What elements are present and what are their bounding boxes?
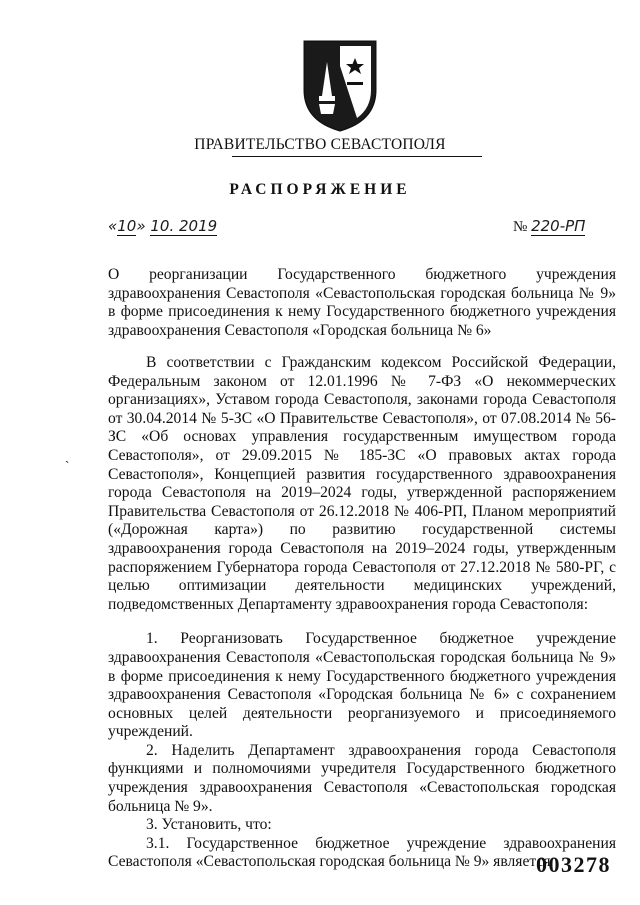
document-subject: О реорганизации Государственного бюджетного учреждения здравоохранения Севастополя «Севастопольская городская больница № 9» в форме присоединения к нему Государственного бюджетного учреждения здравоохранения Севастополя «Городская больница № 6» <box>108 266 616 339</box>
date-open-quote: « <box>108 217 118 235</box>
clause-3-1: 3.1. Государственное бюджетное учреждение здравоохранения Севастополя «Севастопольская городская больница № 9» является <box>108 834 616 871</box>
number-prefix: № <box>513 219 532 235</box>
date-month-year: 10. 2019 <box>150 217 218 235</box>
document-type-heading: РАСПОРЯЖЕНИЕ <box>229 181 411 198</box>
document-number <box>513 217 585 236</box>
date-day: 10 <box>117 217 137 235</box>
document-date <box>108 217 217 236</box>
organization-title: ПРАВИТЕЛЬСТВО СЕВАСТОПОЛЯ <box>194 136 446 153</box>
clause-2: 2. Наделить Департамент здравоохранения города Севастополя функциями и полномочиями учредителя Государственного бюджетного учреждения здравоохранения Севастополя «Севастопольская городская больница № 9». <box>108 741 616 815</box>
preamble-paragraph: В соответствии с Гражданским кодексом Российской Федерации, Федеральным законом от 12.01.1996 № 7-ФЗ «О некоммерческих организациях», Уставом города Севастополя, законами города Севастополя от 30.04.2014 № 5-ЗС «О Правительстве Севастополя», от 07.08.2014 № 56-ЗС «Об основах управления государственным имуществом города Севастополя», от 29.09.2015 № 185-ЗС «О правовых актах города Севастополя», Концепцией развития государственного здравоохранения города Севастополя на 2019–2024 годы, утвержденной распоряжением Правительства Севастополя от 26.12.2018 № 406-РП, Планом мероприятий («Дорожная карта») по развитию государственной системы здравоохранения города Севастополя на 2019–2024 годы, утвержденным распоряжением Губернатора города Севастополя от 27.12.2018 № 580-РГ, с целью оптимизации деятельности медицинских учреждений, подведомственных Департаменту здравоохранения города Севастополя: <box>108 354 616 613</box>
coat-of-arms-icon <box>297 38 383 132</box>
document-body <box>108 354 616 872</box>
title-underline <box>232 156 482 157</box>
serial-number: 003278 <box>536 852 611 877</box>
clause-1: 1. Реорганизовать Государственное бюджетное учреждение здравоохранения Севастополя «Севастопольская городская больница № 9» в форме присоединения к нему Государственного бюджетного учреждения здравоохранения Севастополя «Городская больница № 6» с сохранением основных целей деятельности реорганизуемого и присоединяемого учреждений. <box>108 630 616 741</box>
number-value: 220-РП <box>531 217 586 235</box>
date-close-quote: » <box>136 217 151 235</box>
margin-mark: ` <box>65 458 70 473</box>
clause-3: 3. Установить, что: <box>146 816 272 834</box>
